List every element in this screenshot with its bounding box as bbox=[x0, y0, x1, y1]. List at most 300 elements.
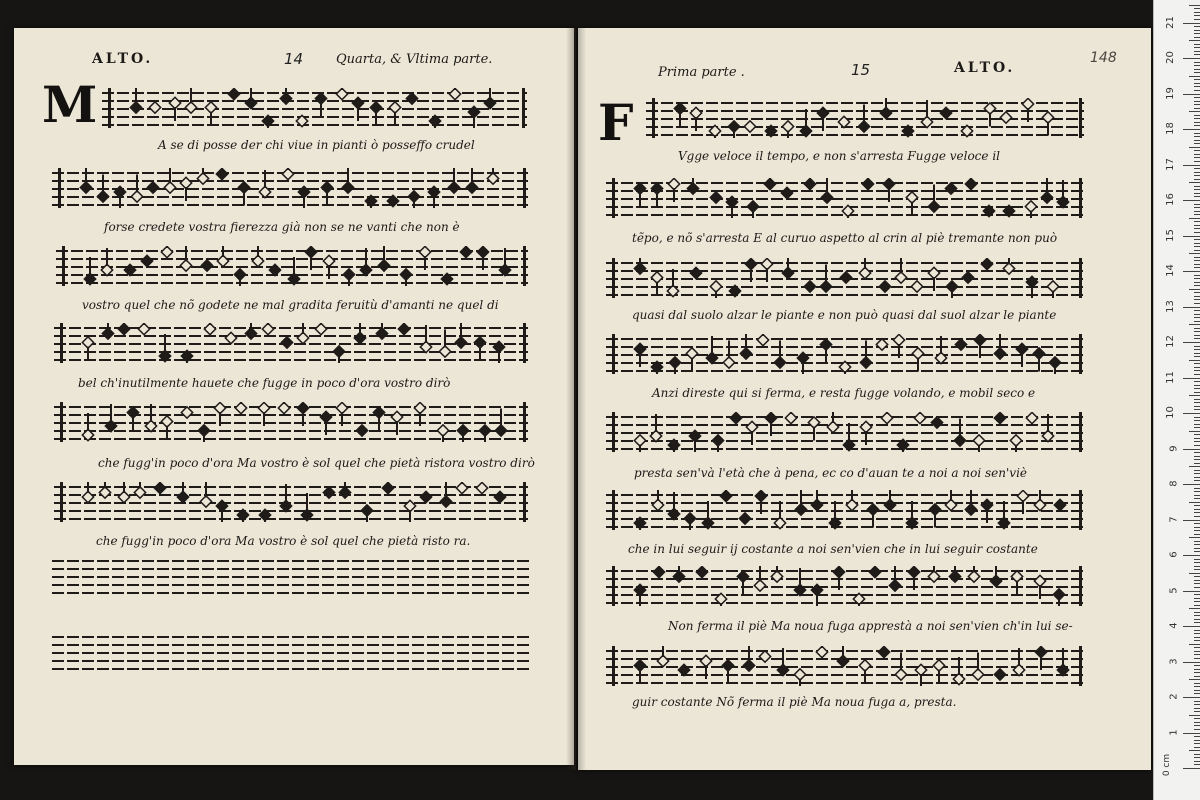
ruler-tick bbox=[1194, 740, 1200, 741]
ruler-tick bbox=[1194, 409, 1200, 410]
note-mark bbox=[921, 100, 932, 128]
ruler-number: 6 bbox=[1168, 551, 1180, 558]
note-mark bbox=[634, 584, 645, 606]
music-staff bbox=[606, 178, 1084, 218]
ruler-tick bbox=[1194, 136, 1200, 137]
ruler-tick bbox=[1183, 555, 1200, 556]
ruler-number: 12 bbox=[1165, 335, 1177, 348]
note-mark bbox=[859, 258, 870, 279]
staff-line bbox=[52, 584, 530, 586]
note-mark bbox=[781, 187, 792, 198]
note-mark bbox=[474, 337, 485, 361]
ruler-tick bbox=[1194, 19, 1200, 20]
note-mark bbox=[634, 435, 645, 452]
note-mark bbox=[842, 205, 853, 218]
ruler-tick bbox=[1194, 97, 1200, 98]
ruler-tick bbox=[1183, 271, 1200, 272]
note-mark bbox=[706, 336, 717, 364]
ruler-tick bbox=[1194, 530, 1200, 531]
ruler-tick bbox=[1194, 736, 1200, 737]
ruler-number: 13 bbox=[1165, 299, 1177, 313]
staff-line bbox=[52, 636, 530, 638]
lyric-line: Non ferma il piè Ma noua fuga apprestà a noi sen'vien ch'in lui se- bbox=[668, 619, 1073, 633]
note-group bbox=[102, 88, 527, 128]
note-mark bbox=[940, 107, 951, 118]
ruler-tick bbox=[1194, 172, 1200, 173]
note-mark bbox=[298, 186, 309, 208]
bar-line bbox=[523, 246, 526, 286]
ruler-tick bbox=[1194, 260, 1200, 261]
note-mark bbox=[360, 248, 371, 276]
ruler-tick bbox=[1183, 697, 1200, 698]
note-mark bbox=[339, 482, 350, 498]
ruler-tick bbox=[1194, 122, 1200, 123]
note-mark bbox=[234, 269, 245, 286]
ruler-tick bbox=[1194, 566, 1200, 567]
note-mark bbox=[821, 178, 832, 203]
note-mark bbox=[180, 177, 191, 201]
ruler-tick bbox=[1189, 679, 1200, 680]
ruler-tick bbox=[1194, 587, 1200, 588]
note-mark bbox=[1057, 648, 1068, 676]
note-mark bbox=[204, 323, 215, 335]
note-mark bbox=[102, 323, 113, 339]
note-mark bbox=[893, 334, 904, 358]
bar-line bbox=[523, 402, 526, 442]
note-mark bbox=[477, 246, 488, 270]
ruler-tick bbox=[1194, 232, 1200, 233]
note-mark bbox=[1049, 357, 1060, 374]
note-mark bbox=[755, 490, 766, 514]
ruler-tick bbox=[1194, 456, 1200, 457]
note-mark bbox=[935, 336, 946, 364]
note-mark bbox=[214, 402, 225, 426]
ruler-tick bbox=[1194, 445, 1200, 446]
ruler-tick bbox=[1194, 15, 1200, 16]
ruler-tick bbox=[1194, 491, 1200, 492]
note-mark bbox=[376, 323, 387, 339]
ruler-tick bbox=[1194, 115, 1200, 116]
note-mark bbox=[97, 175, 108, 203]
bar-line bbox=[523, 323, 526, 363]
note-mark bbox=[782, 121, 793, 138]
note-mark bbox=[138, 323, 149, 335]
ruler-tick bbox=[1194, 711, 1200, 712]
lyric-line: Anzi direste qui si ferma, e resta fugge volando, e mobil seco e bbox=[652, 386, 1036, 400]
note-mark bbox=[82, 413, 93, 441]
note-mark bbox=[420, 325, 431, 353]
note-mark bbox=[838, 116, 849, 127]
note-mark bbox=[280, 484, 291, 512]
note-mark bbox=[1033, 348, 1044, 372]
ruler-tick bbox=[1194, 406, 1200, 407]
note-mark bbox=[897, 439, 908, 452]
note-mark bbox=[928, 566, 939, 582]
note-mark bbox=[739, 513, 750, 524]
note-mark bbox=[765, 125, 776, 136]
note-mark bbox=[237, 509, 248, 522]
note-mark bbox=[449, 88, 460, 100]
ruler-number: 4 bbox=[1168, 622, 1180, 629]
note-mark bbox=[634, 660, 645, 684]
note-mark bbox=[843, 423, 854, 451]
note-mark bbox=[869, 566, 880, 577]
note-mark bbox=[499, 248, 510, 276]
note-mark bbox=[946, 281, 957, 298]
ruler-tick bbox=[1194, 729, 1200, 730]
lyric-line: Vgge veloce il tempo, e non s'arresta Fugge veloce il bbox=[678, 149, 1000, 163]
ruler-tick bbox=[1189, 466, 1200, 467]
note-group bbox=[606, 490, 1084, 530]
note-mark bbox=[700, 655, 711, 679]
ruler-tick bbox=[1194, 509, 1200, 510]
note-mark bbox=[181, 407, 192, 418]
note-mark bbox=[382, 482, 393, 494]
note-mark bbox=[974, 334, 985, 358]
note-mark bbox=[811, 584, 822, 606]
ruler-tick bbox=[1194, 211, 1200, 212]
ruler-tick bbox=[1194, 562, 1200, 563]
note-mark bbox=[131, 175, 142, 203]
bar-line bbox=[1079, 98, 1082, 138]
ruler-tick bbox=[1183, 413, 1200, 414]
ruler-tick bbox=[1183, 94, 1200, 95]
ruler-tick bbox=[1194, 452, 1200, 453]
ruler-tick bbox=[1194, 303, 1200, 304]
staff-line bbox=[52, 576, 530, 578]
note-mark bbox=[954, 419, 965, 447]
ruler-tick bbox=[1189, 289, 1200, 290]
note-mark bbox=[709, 125, 720, 138]
ruler-tick bbox=[1194, 278, 1200, 279]
ruler-tick bbox=[1194, 676, 1200, 677]
ruler-tick bbox=[1194, 193, 1200, 194]
ruler-tick bbox=[1194, 534, 1200, 535]
ruler-number: 14 bbox=[1165, 264, 1177, 277]
note-mark bbox=[252, 246, 263, 267]
note-mark bbox=[269, 264, 280, 275]
ruler-tick bbox=[1194, 498, 1200, 499]
staff-line bbox=[52, 644, 530, 646]
ruler-tick bbox=[1194, 559, 1200, 560]
note-mark bbox=[361, 505, 372, 522]
left-folio: 14 bbox=[284, 50, 304, 68]
note-mark bbox=[728, 121, 739, 138]
ruler-tick bbox=[1194, 83, 1200, 84]
ruler-tick bbox=[1194, 250, 1200, 251]
note-mark bbox=[820, 265, 831, 293]
note-mark bbox=[653, 566, 664, 578]
note-mark bbox=[406, 93, 417, 104]
note-mark bbox=[387, 195, 398, 206]
note-mark bbox=[429, 115, 440, 128]
lyric-line: vostro quel che nõ godete ne mal gradita feruitù d'amanti ne quel di bbox=[82, 298, 499, 312]
ruler-tick bbox=[1194, 338, 1200, 339]
music-staff bbox=[606, 490, 1084, 530]
ruler-tick bbox=[1183, 662, 1200, 663]
note-mark bbox=[745, 258, 756, 282]
note-mark bbox=[669, 357, 680, 374]
note-mark bbox=[794, 669, 805, 686]
ruler-tick bbox=[1194, 353, 1200, 354]
ruler-number: 15 bbox=[1165, 228, 1177, 242]
note-mark bbox=[972, 653, 983, 681]
note-mark bbox=[1000, 112, 1011, 123]
note-mark bbox=[118, 482, 129, 503]
note-mark bbox=[343, 269, 354, 286]
note-mark bbox=[983, 205, 994, 216]
music-staff bbox=[606, 334, 1084, 374]
note-mark bbox=[1057, 180, 1068, 208]
ruler-tick bbox=[1194, 424, 1200, 425]
empty-staff bbox=[52, 556, 530, 596]
staff-line bbox=[52, 560, 530, 562]
note-mark bbox=[297, 323, 308, 344]
note-mark bbox=[479, 425, 490, 442]
ruler-tick bbox=[1189, 111, 1200, 112]
ruler-tick bbox=[1189, 253, 1200, 254]
note-mark bbox=[883, 178, 894, 202]
ruler-tick bbox=[1194, 392, 1200, 393]
note-mark bbox=[1042, 414, 1053, 442]
note-mark bbox=[889, 566, 900, 591]
ruler-tick bbox=[1194, 47, 1200, 48]
note-mark bbox=[712, 435, 723, 452]
ruler-tick bbox=[1194, 434, 1200, 435]
note-mark bbox=[1026, 276, 1037, 298]
ruler-tick bbox=[1194, 399, 1200, 400]
note-mark bbox=[634, 183, 645, 207]
note-mark bbox=[494, 491, 505, 502]
lyric-line: quasi dal suolo alzar le piante e non può quasi dal suol alzar le piante bbox=[632, 308, 1057, 322]
note-mark bbox=[829, 501, 840, 529]
ruler-tick bbox=[1189, 147, 1200, 148]
note-mark bbox=[651, 183, 662, 207]
note-mark bbox=[420, 491, 431, 502]
note-mark bbox=[296, 115, 307, 126]
left-voice-label: ALTO. bbox=[92, 51, 154, 67]
ruler-tick bbox=[1194, 754, 1200, 755]
note-mark bbox=[906, 501, 917, 529]
note-mark bbox=[258, 402, 269, 426]
ruler-tick bbox=[1194, 310, 1200, 311]
note-mark bbox=[1026, 412, 1037, 423]
bar-line bbox=[1079, 566, 1082, 606]
ruler-tick bbox=[1189, 537, 1200, 538]
note-mark bbox=[761, 258, 772, 282]
note-mark bbox=[82, 482, 93, 503]
ruler-tick bbox=[1183, 200, 1200, 201]
measurement-ruler bbox=[1153, 0, 1200, 800]
ruler-tick bbox=[1194, 26, 1200, 27]
ruler-number: 8 bbox=[1168, 480, 1180, 487]
note-mark bbox=[164, 168, 175, 193]
note-mark bbox=[124, 264, 135, 275]
note-mark bbox=[245, 323, 256, 339]
note-mark bbox=[448, 168, 459, 193]
ruler-unit-label: 0 cm bbox=[1162, 753, 1173, 777]
ruler-tick bbox=[1194, 275, 1200, 276]
ruler-tick bbox=[1194, 101, 1200, 102]
note-mark bbox=[1054, 499, 1065, 510]
note-mark bbox=[771, 566, 782, 582]
ruler-tick bbox=[1189, 608, 1200, 609]
note-mark bbox=[147, 182, 158, 193]
ruler-tick bbox=[1194, 402, 1200, 403]
ruler-tick bbox=[1194, 477, 1200, 478]
note-mark bbox=[945, 490, 956, 511]
note-mark bbox=[878, 646, 889, 657]
note-mark bbox=[794, 568, 805, 596]
ruler-tick bbox=[1194, 576, 1200, 577]
ruler-tick bbox=[1183, 342, 1200, 343]
note-mark bbox=[356, 425, 367, 436]
ruler-tick bbox=[1194, 317, 1200, 318]
note-mark bbox=[154, 482, 165, 493]
note-mark bbox=[804, 178, 815, 190]
note-mark bbox=[994, 412, 1005, 423]
ruler-tick bbox=[1194, 704, 1200, 705]
note-mark bbox=[305, 246, 316, 270]
note-mark bbox=[774, 341, 785, 369]
ruler-tick bbox=[1194, 548, 1200, 549]
note-mark bbox=[259, 509, 270, 522]
ruler-tick bbox=[1194, 335, 1200, 336]
note-mark bbox=[177, 482, 188, 503]
ruler-tick bbox=[1194, 367, 1200, 368]
note-mark bbox=[860, 421, 871, 445]
note-mark bbox=[457, 425, 468, 442]
note-mark bbox=[908, 566, 919, 590]
ruler-tick bbox=[1194, 33, 1200, 34]
ruler-tick bbox=[1183, 768, 1200, 769]
note-mark bbox=[323, 487, 334, 498]
note-mark bbox=[673, 566, 684, 582]
note-mark bbox=[468, 106, 479, 128]
note-mark bbox=[696, 566, 707, 577]
note-mark bbox=[743, 646, 754, 671]
note-mark bbox=[281, 337, 292, 348]
ruler-tick bbox=[1194, 718, 1200, 719]
ruler-tick bbox=[1194, 683, 1200, 684]
note-mark bbox=[336, 88, 347, 100]
ruler-tick bbox=[1194, 708, 1200, 709]
note-group bbox=[646, 98, 1084, 138]
note-mark bbox=[840, 272, 851, 283]
note-group bbox=[54, 482, 528, 522]
note-mark bbox=[984, 103, 995, 127]
note-mark bbox=[466, 168, 477, 193]
note-mark bbox=[352, 97, 363, 121]
ruler-tick bbox=[1183, 129, 1200, 130]
ruler-tick bbox=[1194, 381, 1200, 382]
ruler-tick bbox=[1194, 150, 1200, 151]
ruler-number: 17 bbox=[1165, 157, 1177, 171]
right-section-title: Prima parte . bbox=[658, 65, 745, 80]
ruler-tick bbox=[1194, 633, 1200, 634]
note-mark bbox=[740, 334, 751, 359]
staff-line bbox=[52, 660, 530, 662]
ruler-tick bbox=[1194, 204, 1200, 205]
ruler-tick bbox=[1194, 264, 1200, 265]
ruler-tick bbox=[1194, 282, 1200, 283]
note-mark bbox=[1034, 575, 1045, 599]
ruler-tick bbox=[1194, 488, 1200, 489]
ruler-tick bbox=[1194, 480, 1200, 481]
ruler-tick bbox=[1194, 104, 1200, 105]
note-mark bbox=[895, 258, 906, 283]
note-mark bbox=[961, 125, 972, 136]
ruler-tick bbox=[1183, 520, 1200, 521]
ruler-tick bbox=[1183, 378, 1200, 379]
ruler-number: 10 bbox=[1165, 406, 1177, 419]
ruler-tick bbox=[1194, 62, 1200, 63]
ruler-tick bbox=[1194, 196, 1200, 197]
ruler-tick bbox=[1194, 189, 1200, 190]
note-group bbox=[56, 246, 528, 286]
ruler-tick bbox=[1194, 118, 1200, 119]
note-mark bbox=[862, 178, 873, 190]
note-mark bbox=[389, 102, 400, 126]
ruler-number: 11 bbox=[1165, 370, 1177, 384]
empty-staff bbox=[52, 632, 530, 672]
ruler-tick bbox=[1194, 722, 1200, 723]
ruler-tick bbox=[1194, 374, 1200, 375]
note-mark bbox=[370, 102, 381, 126]
note-mark bbox=[827, 412, 838, 433]
music-staff bbox=[102, 88, 527, 128]
ruler-tick bbox=[1194, 761, 1200, 762]
ruler-tick bbox=[1194, 569, 1200, 570]
music-staff bbox=[56, 246, 528, 286]
music-staff bbox=[54, 402, 528, 442]
note-mark bbox=[710, 281, 721, 298]
note-mark bbox=[408, 191, 419, 208]
note-mark bbox=[441, 273, 452, 284]
note-mark bbox=[686, 348, 697, 372]
note-mark bbox=[928, 185, 939, 213]
bar-line bbox=[1079, 258, 1082, 298]
note-mark bbox=[962, 272, 973, 283]
note-mark bbox=[687, 178, 698, 194]
note-mark bbox=[493, 341, 504, 363]
ruler-tick bbox=[1189, 715, 1200, 716]
ruler-tick bbox=[1194, 349, 1200, 350]
ruler-tick bbox=[1194, 527, 1200, 528]
note-mark bbox=[906, 192, 917, 216]
right-voice-label: ALTO. bbox=[954, 60, 1016, 76]
note-mark bbox=[235, 402, 246, 414]
note-mark bbox=[929, 504, 940, 528]
note-mark bbox=[323, 255, 334, 279]
note-mark bbox=[953, 657, 964, 685]
note-mark bbox=[130, 88, 141, 113]
note-mark bbox=[336, 402, 347, 426]
lyric-line: che fugg'in poco d'ora Ma vostro è sol quel che pietà risto ra. bbox=[96, 534, 471, 548]
ruler-tick bbox=[1194, 346, 1200, 347]
note-mark bbox=[185, 88, 196, 113]
note-mark bbox=[455, 323, 466, 348]
note-mark bbox=[259, 170, 270, 198]
ruler-number: 20 bbox=[1165, 51, 1177, 64]
ruler-tick bbox=[1194, 690, 1200, 691]
note-mark bbox=[859, 660, 870, 684]
note-mark bbox=[757, 334, 768, 346]
note-mark bbox=[84, 257, 95, 285]
note-mark bbox=[456, 482, 467, 494]
note-mark bbox=[205, 102, 216, 126]
ruler-tick bbox=[1194, 630, 1200, 631]
